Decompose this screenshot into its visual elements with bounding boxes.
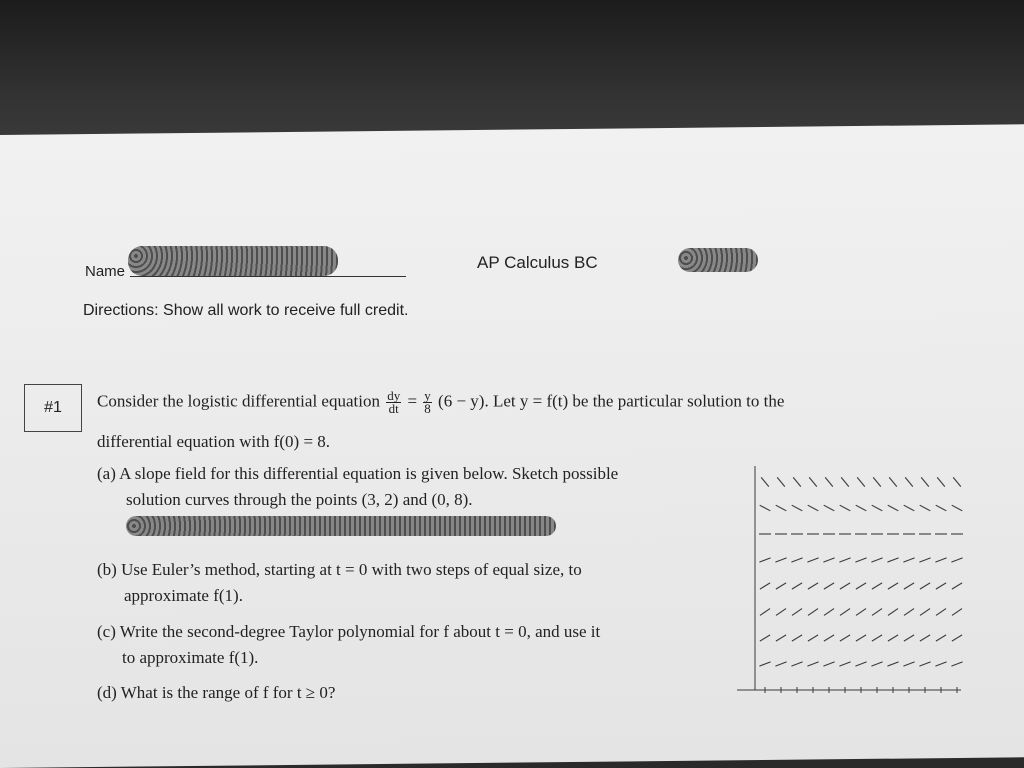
slope-segment (888, 609, 898, 616)
slope-segment (855, 662, 866, 666)
part-b-line-1: (b) Use Euler’s method, starting at t = 0 with two steps of equal size, to (97, 560, 582, 579)
slope-segment (857, 477, 865, 486)
fraction-numerator: dy (387, 388, 401, 403)
slope-segment (888, 505, 899, 511)
slope-segment (775, 662, 786, 666)
fraction-denominator: 8 (424, 401, 431, 416)
slope-segment (935, 558, 946, 562)
slope-segment (840, 583, 850, 589)
slope-segment (856, 635, 866, 641)
slope-segment (856, 609, 866, 616)
slope-segment (791, 662, 802, 666)
slope-segment (936, 609, 946, 616)
slope-segment (919, 662, 930, 666)
intro-text-b: (6 − y). Let y = f(t) be the particular solution to the (438, 391, 785, 411)
slope-segment (936, 505, 947, 511)
part-a-line-2: solution curves through the points (3, 2) and (0, 8). (126, 490, 473, 509)
slope-segment (776, 609, 786, 616)
slope-segment (793, 477, 801, 486)
directions-text: Directions: Show all work to receive full credit. (83, 302, 409, 319)
slope-segment (760, 505, 771, 511)
slope-segment (808, 583, 818, 589)
part-d-line: (d) What is the range of f for t ≥ 0? (97, 683, 336, 702)
slope-segment (953, 477, 961, 486)
slope-segment (776, 505, 787, 511)
slope-segment (823, 558, 834, 562)
slope-segment (871, 662, 882, 666)
name-label: Name (85, 263, 126, 280)
slope-segment (887, 558, 898, 562)
name-underline (130, 276, 406, 277)
slope-segment (760, 583, 770, 589)
slope-segment (904, 505, 915, 511)
slope-segment (856, 505, 867, 511)
part-c-line-2: to approximate f(1). (122, 648, 259, 667)
slope-segment (776, 583, 786, 589)
slope-segment (872, 635, 882, 641)
slope-segment (840, 609, 850, 616)
part-c-line-1: (c) Write the second-degree Taylor polynomial for f about t = 0, and use it (97, 622, 601, 641)
slope-segment (777, 477, 785, 486)
slope-segment (839, 662, 850, 666)
part-a-line-1: (a) A slope field for this differential equation is given below. Sketch possible (97, 464, 619, 483)
slope-segment (808, 609, 818, 616)
slope-segment (855, 558, 866, 562)
slope-segment (935, 662, 946, 666)
slope-segment (792, 505, 803, 511)
slope-segment (792, 583, 802, 589)
slope-segment (824, 505, 835, 511)
slope-segment (840, 635, 850, 641)
slope-segment (871, 558, 882, 562)
slope-segment (952, 583, 962, 589)
slope-segment (839, 558, 850, 562)
slope-segment (776, 635, 786, 641)
slope-segment (952, 505, 963, 511)
slope-segment (920, 609, 930, 616)
slope-segment (951, 662, 962, 666)
slope-segment (920, 505, 931, 511)
slope-segment (808, 505, 819, 511)
slope-segment (887, 662, 898, 666)
slope-segment (825, 477, 833, 486)
redacted-period-scribble (678, 248, 758, 272)
slope-segment (760, 609, 770, 616)
slope-segment (760, 635, 770, 641)
redacted-name-scribble (128, 246, 338, 276)
slope-segment (904, 609, 914, 616)
question-intro-line-2: differential equation with f(0) = 8. (97, 432, 331, 451)
slope-segment (904, 583, 914, 589)
slope-segment (903, 558, 914, 562)
slope-segment (775, 558, 786, 562)
slope-segment (952, 609, 962, 616)
y-over-8-fraction (423, 390, 432, 415)
fraction-numerator: y (424, 388, 431, 403)
dy-dt-fraction (386, 390, 401, 415)
intro-text-a: Consider the logistic differential equation (97, 391, 380, 411)
slope-segment (841, 477, 849, 486)
slope-segment (951, 558, 962, 562)
equals-sign: = (407, 391, 422, 411)
course-title: AP Calculus BC (477, 253, 598, 272)
fraction-denominator: dt (388, 401, 399, 416)
slope-segment (889, 477, 897, 486)
slope-segment (920, 583, 930, 589)
question-number-box: #1 (24, 384, 82, 432)
slope-segment (840, 505, 851, 511)
slope-segment (919, 558, 930, 562)
slope-segment (824, 583, 834, 589)
slope-field-graph (733, 462, 963, 712)
slope-segment (888, 635, 898, 641)
slope-segment (952, 635, 962, 641)
slope-segment (792, 609, 802, 616)
question-intro-line-1 (97, 390, 784, 415)
slope-segment (809, 477, 817, 486)
slope-segment (872, 583, 882, 589)
slope-segment (903, 662, 914, 666)
slope-segment (920, 635, 930, 641)
slope-segment (808, 635, 818, 641)
slope-segment (807, 662, 818, 666)
part-b-line-2: approximate f(1). (124, 586, 243, 605)
slope-segment (759, 662, 770, 666)
slope-segment (856, 583, 866, 589)
slope-segment (888, 583, 898, 589)
slope-segment (921, 477, 929, 486)
slope-segment (823, 662, 834, 666)
slope-segment (824, 635, 834, 641)
slope-segment (759, 558, 770, 562)
slope-segment (807, 558, 818, 562)
slope-segment (873, 477, 881, 486)
slope-segment (791, 558, 802, 562)
slope-segment (937, 477, 945, 486)
redacted-answer-scribble (126, 516, 556, 536)
slope-segment (824, 609, 834, 616)
slope-segment (872, 609, 882, 616)
slope-segment (792, 635, 802, 641)
slope-segment (872, 505, 883, 511)
slope-segment (904, 635, 914, 641)
slope-segment (905, 477, 913, 486)
slope-segment (936, 635, 946, 641)
slope-segment (761, 477, 769, 486)
slope-segment (936, 583, 946, 589)
